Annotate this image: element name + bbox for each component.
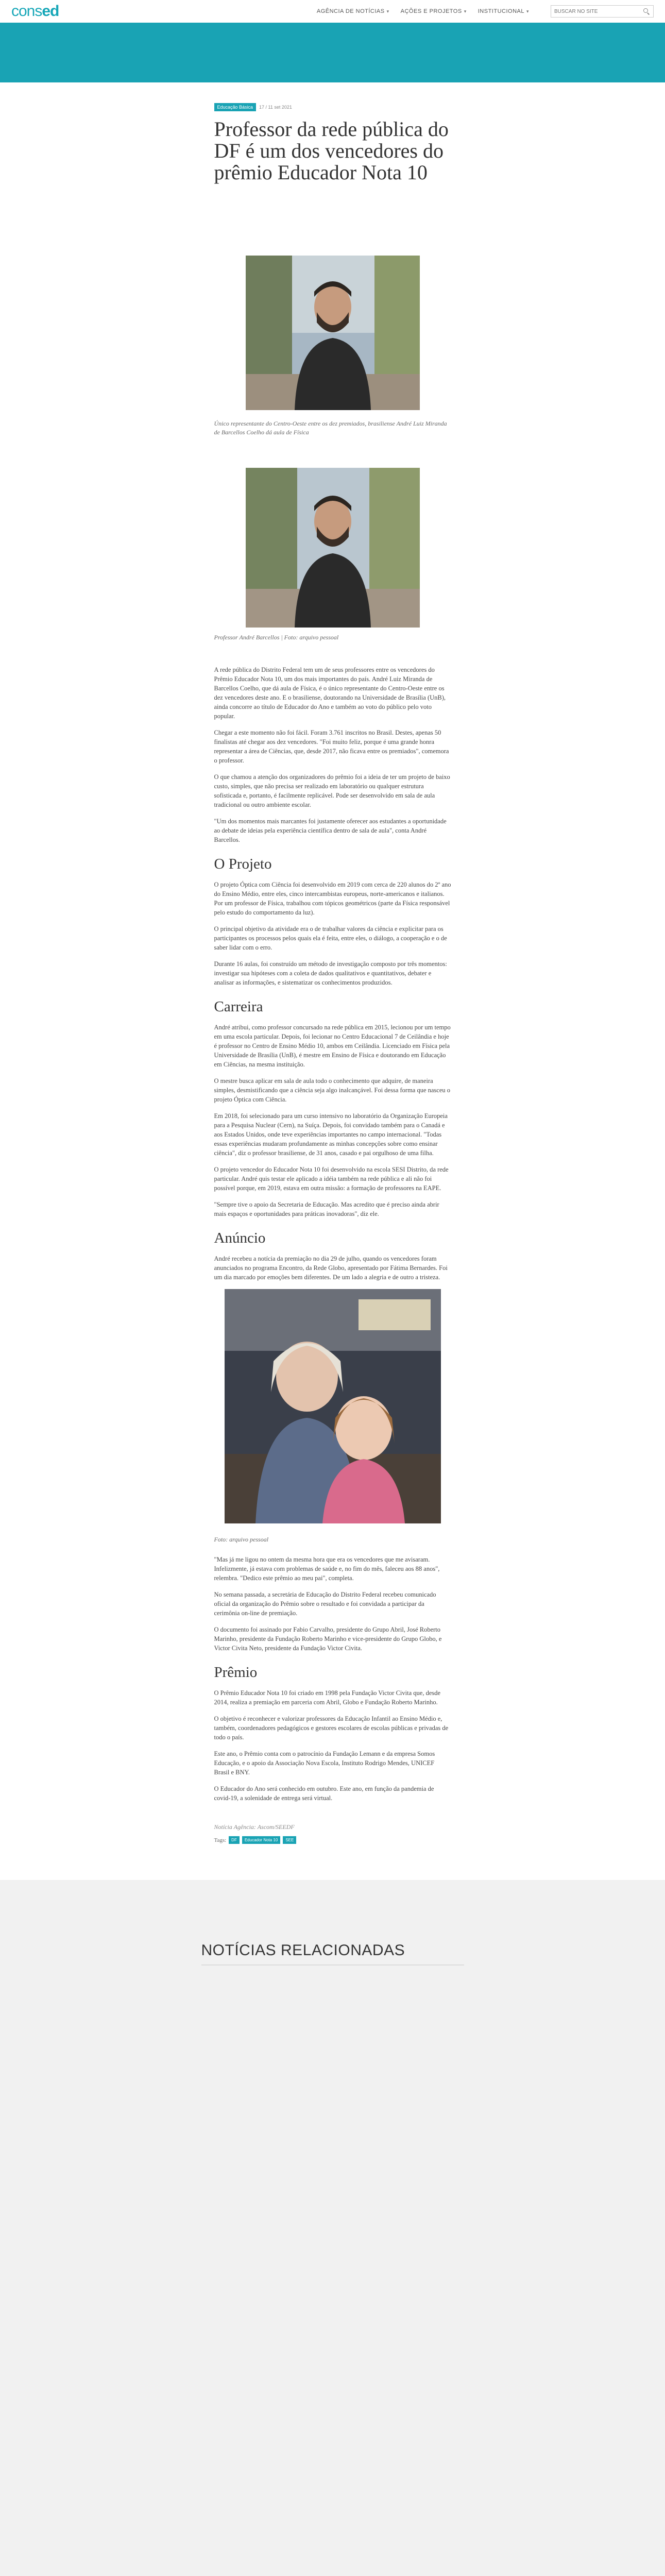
tag-df[interactable]: DF (229, 1836, 240, 1844)
paragraph: O documento foi assinado por Fabio Carvalho, presidente do Grupo Abril, José Roberto Marinho, presidente da Fundação Roberto Marinho e vice-presidente do Grupo Globo, e Victor Civita Neto, presidente da Fundação Victor Civita. (214, 1626, 442, 1652)
tag-list (214, 1836, 451, 1844)
article (214, 82, 451, 1844)
paragraph: O Prêmio Educador Nota 10 foi criado em 1998 pela Fundação Victor Civita que, desde 2014, realiza a premiação em parceria com Abril, Globo e Fundação Roberto Marinho. (214, 1689, 441, 1706)
paragraph: O Educador do Ano será conhecido em outubro. Este ano, em função da pandemia de covid-19, a solenidade de entrega será virtual. (214, 1785, 434, 1802)
logo-text-pre: cons (11, 3, 42, 20)
top-header (0, 0, 665, 23)
paragraph: André atribui, como professor concursado na rede pública em 2015, lecionou por um tempo em uma escola particular. Depois, foi lecionar no Centro Educacional 7 de Ceilândia e hoje é professor no Centro de Ensino Médio 10, ambos em Ceilândia. Licenciado em Física pela Universidade de Brasília (UnB), é mestre em Ensino de Física e doutorando em Educação em Ciências, na mesma instituição. (214, 1024, 451, 1068)
section-heading-anuncio: Anúncio (214, 1230, 266, 1246)
photo-caption-2: Professor André Barcellos | Foto: arquivo pessoal (214, 634, 339, 641)
paragraph: O que chamou a atenção dos organizadores do prêmio foi a ideia de ter um projeto de baixo custo, simples, que não precisa ser realizado em laboratório ou qualquer estrutura sofisticada e, portanto, é facilmente replicável. Pode ser desenvolvido em sala de aula tradicional ou outro ambiente escolar. (214, 773, 450, 808)
chevron-down-icon: ▾ (526, 8, 529, 14)
search-input[interactable] (554, 9, 643, 14)
nav-agencia-noticias[interactable] (317, 8, 389, 14)
section-heading-projeto: O Projeto (214, 856, 272, 872)
chevron-down-icon: ▾ (464, 8, 467, 14)
paragraph: Este ano, o Prêmio conta com o patrocínio da Fundação Lemann e da empresa Somos Educação, e o apoio da Associação Nova Escola, Instituto Rodrigo Mendes, UNICEF Brasil e BNY. (214, 1750, 435, 1776)
header-banner (0, 23, 665, 82)
photo-caption-1: Único representante do Centro-Oeste entre os dez premiados, brasiliense André Luiz Miranda de Barcellos Coelho dá aula de Física (214, 420, 447, 436)
article-meta (214, 103, 451, 111)
tag-educador-nota-10[interactable]: Educador Nota 10 (242, 1836, 281, 1844)
logo-text-post: ed (42, 3, 59, 20)
paragraph: Chegar a este momento não foi fácil. Foram 3.761 inscritos no Brasil. Destes, apenas 50 finalistas até chegar aos dez vencedores. "Foi muito feliz, porque é uma grande honra representar a área de Ciências, que, desde 2017, não ficava entre os premiados", comemora o professor. (214, 729, 449, 764)
paragraph: O projeto vencedor do Educador Nota 10 foi desenvolvido na escola SESI Distrito, da rede particular. André quis testar ele aplicado a idéia também na rede pública e ali não foi possível porque, em 2019, estava em outra missão: a formação de professores na EAPE. (214, 1166, 449, 1192)
paragraph: Em 2018, foi selecionado para um curso intensivo no laboratório da Organização Europeia para a Pesquisa Nuclear (Cern), na Suíça. Depois, foi convidado também para o Canadá e aos Estados Unidos, onde teve experiências importantes no campo internacional. "Todas essas experiências mudaram profundamente as minhas concepções sobre como ensinar ciência", diz o professor brasiliense, de 31 anos, casado e pai orgulhoso de uma filha. (214, 1112, 448, 1157)
search-box (551, 5, 654, 18)
related-news-section (0, 1880, 665, 2576)
paragraph: "Um dos momentos mais marcantes foi justamente oferecer aos estudantes a oportunidade ao debate de ideias pela experiência científica dentro de sala de aula", conta André Barcellos. (214, 818, 447, 843)
article-photo-2 (246, 468, 420, 628)
article-photo-3 (225, 1289, 441, 1523)
paragraph: No semana passada, a secretária de Educação do Distrito Federal recebeu comunicado oficial da organização do Prêmio sobre o resultado e foi convidada a participar da cerimônia on-line de premiação. (214, 1591, 436, 1617)
article-photo-1 (246, 256, 420, 410)
nav-institucional[interactable] (478, 8, 529, 14)
nav-label: INSTITUCIONAL (478, 8, 524, 14)
paragraph: O mestre busca aplicar em sala de aula todo o conhecimento que adquire, de maneira simples, desmistificando que a ciência seja algo inalcançável. Foi dessa forma que nasceu o projeto Óptica com Ciência. (214, 1077, 451, 1103)
paragraph: "Mas já me ligou no ontem da mesma hora que era os vencedores que me avisaram. Infelizmente, já estava com problemas de saúde e, no fim do mês, faleceu aos 88 anos", relembra. "Dedico este prêmio ao meu pai", completa. (214, 1556, 440, 1582)
related-news-title: NOTÍCIAS RELACIONADAS (201, 1942, 464, 1965)
photo-caption-3: Foto: arquivo pessoal (214, 1536, 269, 1543)
tags-label: Tags: (214, 1837, 227, 1843)
nav-label: AÇÕES E PROJETOS (400, 8, 462, 14)
chevron-down-icon: ▾ (386, 8, 389, 14)
paragraph: O projeto Óptica com Ciência foi desenvolvido em 2019 com cerca de 220 alunos do 2º ano do Ensino Médio, entre eles, cinco intercambistas europeus, norte-americanos e italianos. Por um professor de Física, trabalhou com tópicos geométricos (parte da Física responsável pelo estudo do comportamento da luz). (214, 881, 451, 916)
section-heading-carreira: Carreira (214, 998, 263, 1015)
main-nav (317, 5, 654, 18)
paragraph: André recebeu a notícia da premiação no dia 29 de julho, quando os vencedores foram anunciados no programa Encontro, da Rede Globo, apresentado por Fátima Bernardes. Foi um dia marcado por emoções bem diferentes. De um lado a alegria e de outro a tristeza. (214, 1255, 448, 1281)
paragraph: A rede pública do Distrito Federal tem um de seus professores entre os vencedores do Prêmio Educador Nota 10, um dos mais importantes do país. André Luiz Miranda de Barcellos Coelho, que dá aula de Física, é o único representante do Centro-Oeste entre os dez vencedores deste ano. E o brasiliense, doutorando na Universidade de Brasília (UnB), ainda concorre ao título de Educador do Ano e também ao voto do público pelo voto popular. (214, 666, 446, 720)
paragraph: O principal objetivo da atividade era o de trabalhar valores da ciência e explicitar para os participantes os processos pelos quais ela é feita, entre eles, o diálogo, a cooperação e o de saber lidar com o erro. (214, 925, 447, 951)
nav-acoes-projetos[interactable] (401, 8, 467, 14)
paragraph: O objetivo é reconhecer e valorizar professores da Educação Infantil ao Ensino Médio e, também, coordenadores pedagógicos e gestores escolares de escolas públicas e privadas de todo o país. (214, 1715, 449, 1741)
article-date: 17 / 11 set 2021 (259, 105, 292, 110)
tag-see[interactable]: SEE (283, 1836, 296, 1844)
nav-label: AGÊNCIA DE NOTÍCIAS (316, 8, 385, 14)
search-icon[interactable] (643, 8, 650, 15)
paragraph: Durante 16 aulas, foi construído um método de investigação composto por três momentos: investigar sua hipóteses com a coleta de dados qualitativos e quantitativos, debater e analisar as informações, e sistematizar os conhecimentos produzidos. (214, 960, 447, 986)
section-heading-premio: Prêmio (214, 1664, 258, 1681)
consed-logo[interactable] (11, 3, 59, 20)
category-badge[interactable]: Educação Básica (214, 103, 257, 111)
paragraph: "Sempre tive o apoio da Secretaria de Educação. Mas acredito que é preciso ainda abrir mais espaços e oportunidades para práticas inovadoras", diz ele. (214, 1201, 439, 1217)
article-title: Professor da rede pública do DF é um dos vencedores do prêmio Educador Nota 10 (214, 117, 449, 184)
article-source: Notícia Agência: Ascom/SEEDF (214, 1823, 295, 1831)
